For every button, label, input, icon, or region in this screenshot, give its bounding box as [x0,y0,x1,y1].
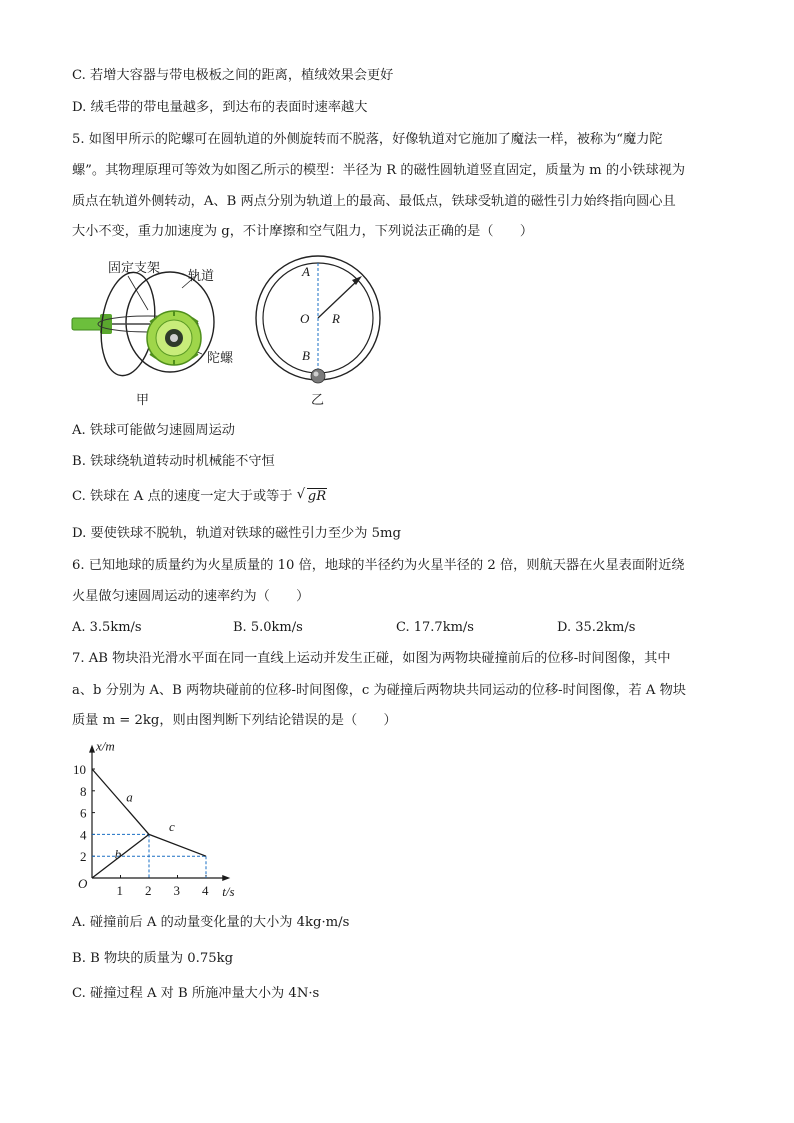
y-axis-label: x/m [96,738,115,754]
q7-stem-line-3: 质量 m = 2kg，则由图判断下列结论错误的是（ ） [72,713,397,728]
series-line-c [149,834,206,856]
iron-ball [311,369,325,383]
q5-option-c-text: C. 铁球在 A 点的速度一定大于或等于 [72,489,293,504]
series-label-c: c [168,819,175,835]
label-track: 轨道 [188,268,215,283]
x-tick-label: 2 [145,883,152,898]
xt-graph [66,738,256,900]
q6-option-d: D. 35.2km/s [557,620,636,635]
x-axis-label: t/s [222,884,235,899]
prev-option-c: C. 若增大容器与带电极板之间的距离，植绒效果会更好 [72,68,394,83]
series-label-b: b [114,846,122,862]
prev-option-d: D. 绒毛带的带电量越多，到达布的表面时速率越大 [72,100,368,115]
x-tick-label: 4 [202,883,209,898]
q5-stem-line-2: 螺”。其物理原理可等效为如图乙所示的模型：半径为 R 的磁性圆轨道竖直固定，质量为 m 的小铁球视为 [72,163,686,178]
q7-option-a: A. 碰撞前后 A 的动量变化量的大小为 4kg·m/s [72,915,350,930]
label-O: O [300,311,310,326]
q6-option-b: B. 5.0km/s [233,620,303,635]
label-top: 陀螺 [207,350,234,365]
y-tick-label: 2 [80,849,87,865]
q5-option-b: B. 铁球绕轨道转动时机械能不守恒 [72,454,275,469]
label-support: 固定支架 [108,260,161,275]
sqrt-expression: √ gR [296,487,327,504]
q5-stem-line-3: 质点在轨道外侧转动，A、B 两点分别为轨道上的最高、最低点，铁球受轨道的磁性引力始终指向圆心且 [72,194,676,209]
label-A: A [302,264,310,279]
q5-option-d: D. 要使铁球不脱轨，轨道对铁球的磁性引力至少为 5mg [72,526,401,541]
y-tick-label: 4 [80,827,87,843]
figure-yi [252,252,392,412]
y-tick-label: 10 [73,762,86,777]
q7-option-b: B. B 物块的质量为 0.75kg [72,951,234,966]
q5-option-a: A. 铁球可能做匀速圆周运动 [72,423,235,438]
q7-option-c: C. 碰撞过程 A 对 B 所施冲量大小为 4N·s [72,986,320,1001]
q5-option-c [72,487,327,507]
caption-yi: 乙 [311,392,325,407]
label-R: R [332,311,340,326]
q6-option-c: C. 17.7km/s [396,620,474,635]
y-tick-label: 8 [80,783,87,799]
q5-stem-line-4: 大小不变，重力加速度为 g，不计摩擦和空气阻力，下列说法正确的是（ ） [72,224,534,239]
series-line-a [92,769,149,834]
origin-label: O [78,876,88,891]
sqrt-radicand: gR [307,489,327,504]
spinning-top [147,311,201,365]
y-axis-arrow [89,745,95,753]
x-axis-arrow [222,875,230,881]
series-label-a: a [126,789,133,805]
x-tick-label: 3 [173,883,180,898]
x-tick-label: 1 [116,883,123,898]
q6-stem-line-2: 火星做匀速圆周运动的速率约为（ ） [72,589,310,604]
q6-option-a: A. 3.5km/s [72,620,142,635]
q6-stem-line-1: 6. 已知地球的质量约为火星质量的 10 倍，地球的半径约为火星半径的 2 倍，则航天器在火星表面附近绕 [72,558,685,573]
q5-stem-line-1: 5. 如图甲所示的陀螺可在圆轨道的外侧旋转而不脱落，好像轨道对它施加了魔法一样，被称为“魔力陀 [72,132,663,147]
y-tick-label: 6 [80,805,87,821]
caption-jia: 甲 [136,392,150,407]
figure-jia [70,252,260,412]
label-B: B [302,348,310,363]
q7-stem-line-2: a、b 分别为 A、B 两物块碰前的位移‑时间图像，c 为碰撞后两物块共同运动的位移‑时间图像，若 A 物块 [72,683,686,698]
q7-stem-line-1: 7. AB 物块沿光滑水平面在同一直线上运动并发生正碰，如图为两物块碰撞前后的位移‑时间图像，其中 [72,651,671,666]
